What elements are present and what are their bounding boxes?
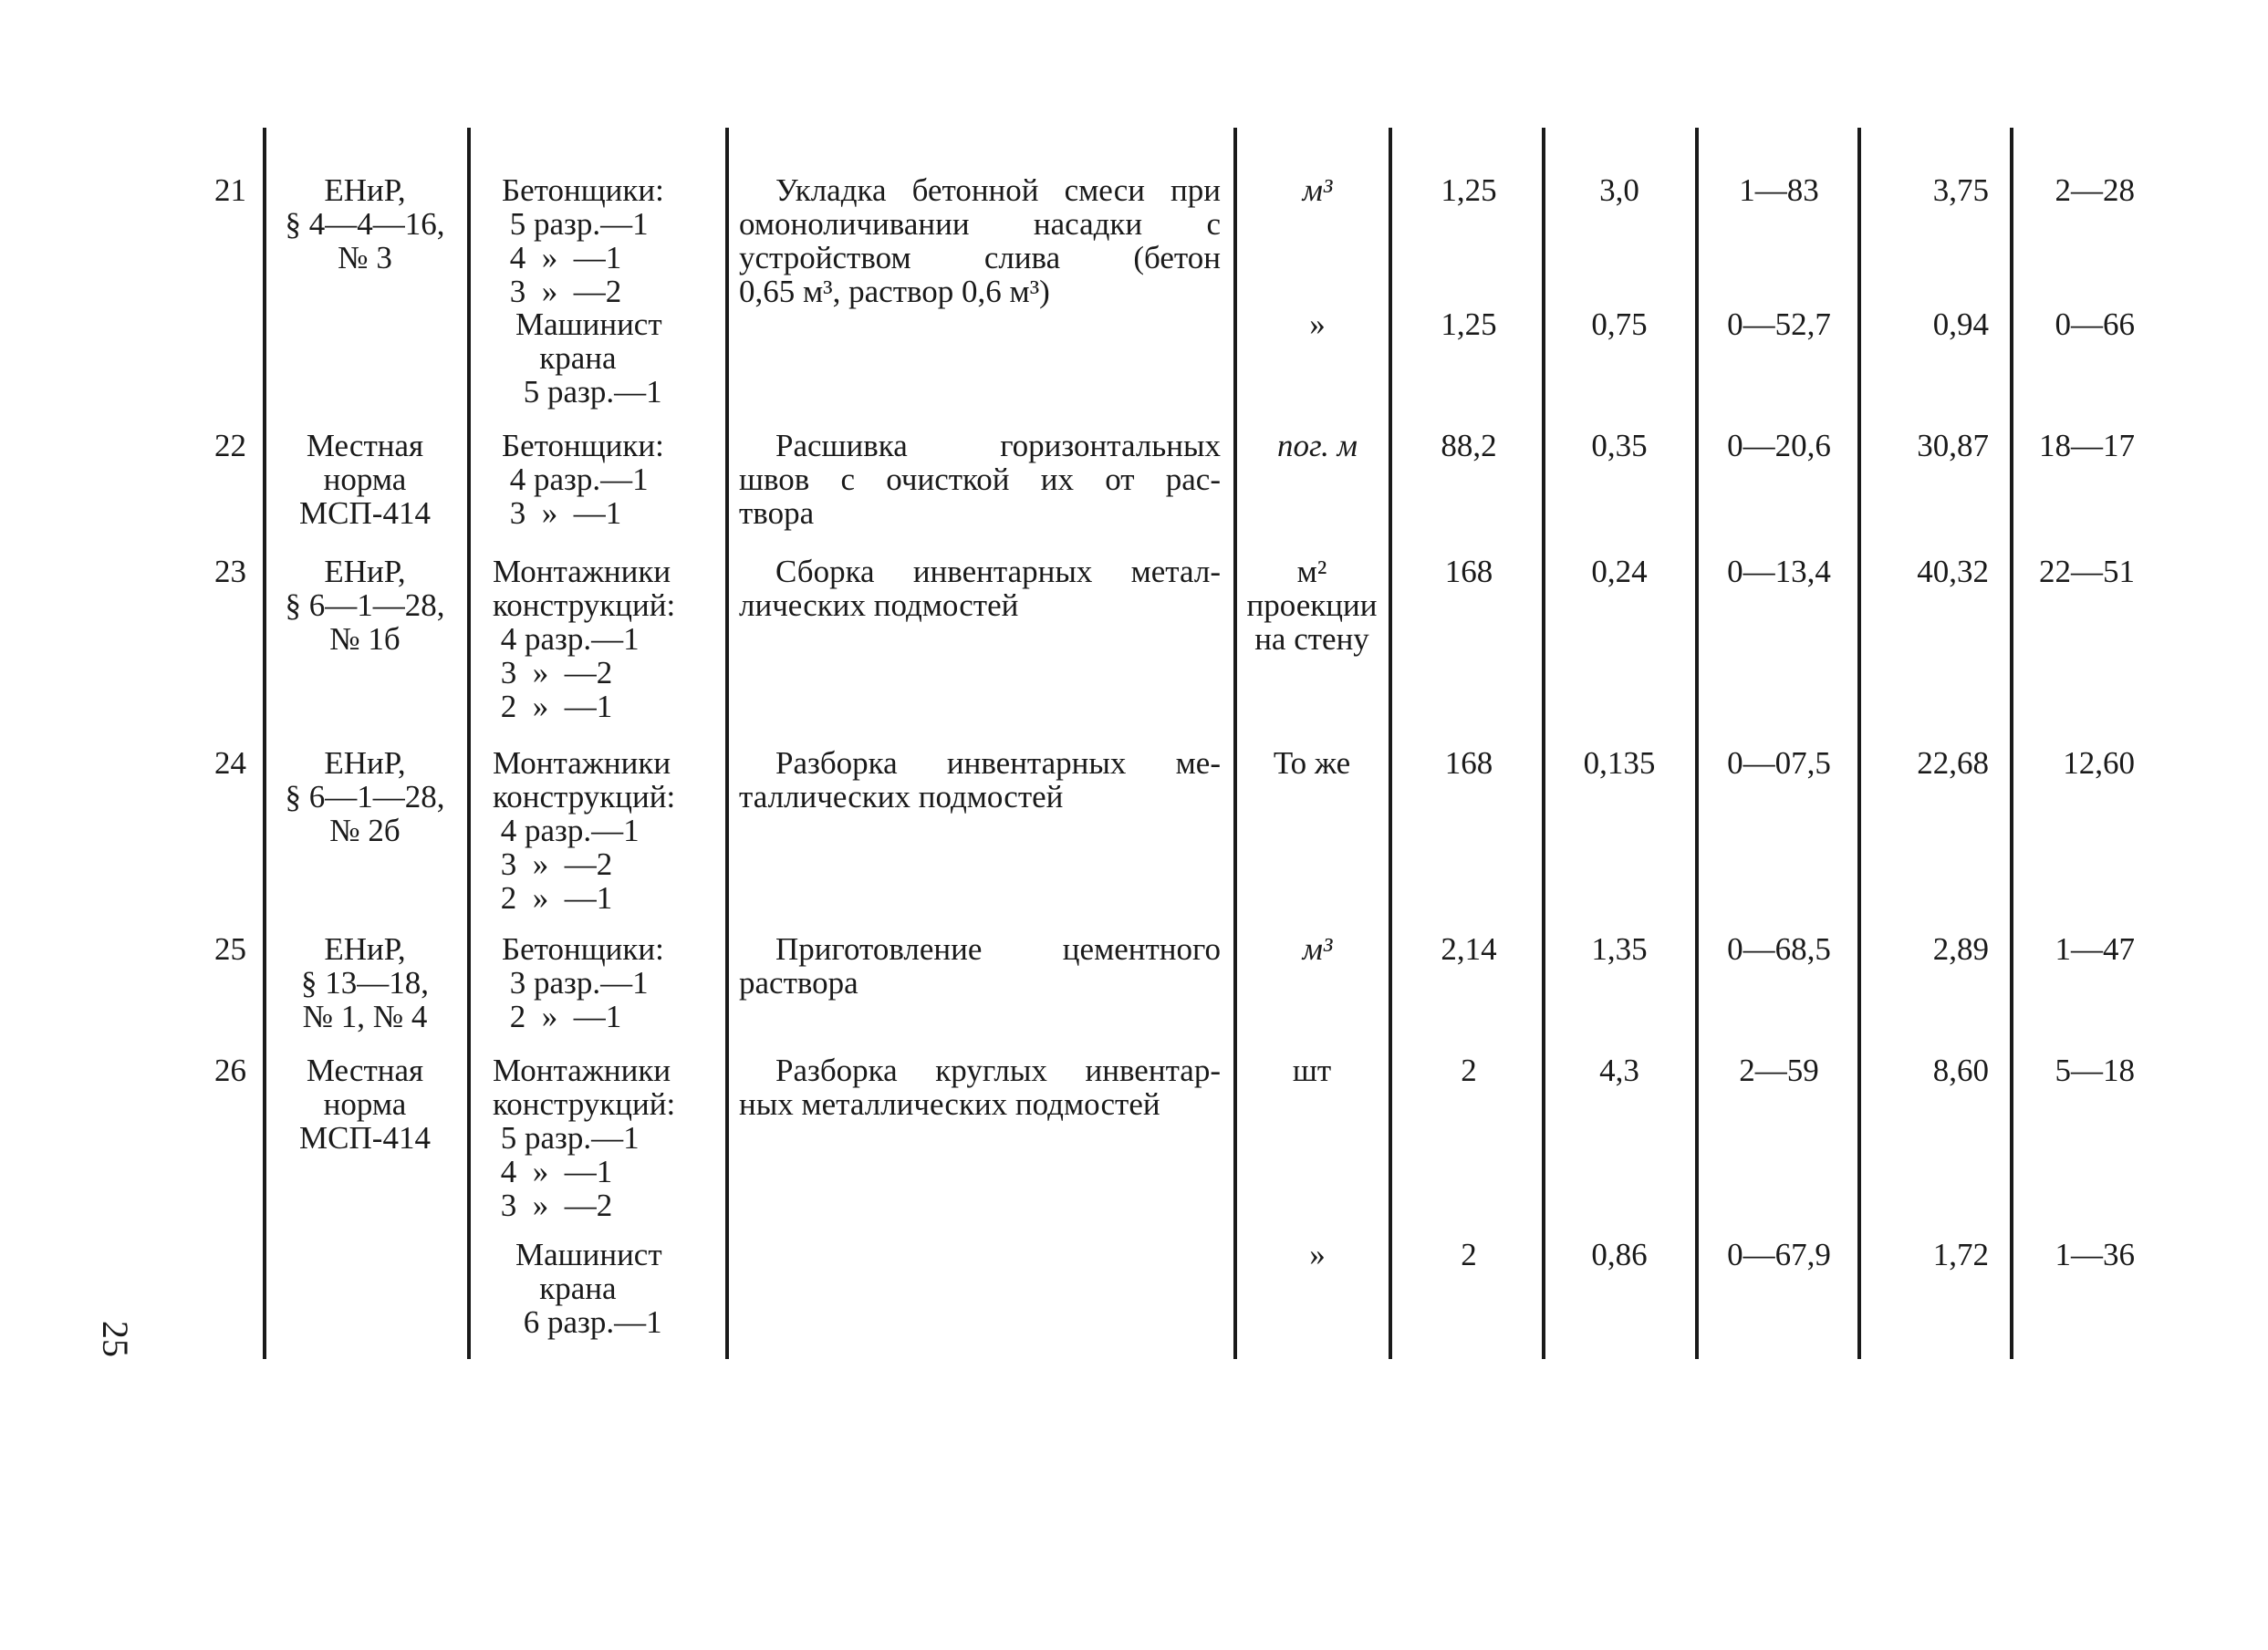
row-number: 26 [214,1053,246,1088]
time-norm: 4,3 [1599,1053,1639,1088]
description-line: 0,65 м³, раствор 0,6 м³) [739,274,1050,309]
wage-cost: 12,60 [2063,745,2135,781]
row-number: 22 [214,428,246,463]
work-description [739,1053,1221,1121]
unit-of-measure-secondary: » [1309,1237,1326,1272]
column-rule-4 [1233,128,1237,1359]
work-volume-secondary: 1,25 [1441,306,1497,342]
column-rule-2 [467,128,471,1359]
norm-reference: ЕНиР, § 13—18, № 1, № 4 [301,931,429,1034]
work-description [739,555,1221,622]
crew-composition: Монтажники конструкций: 4 разр.—1 3 » —2 2 » —1 [493,554,676,724]
rate: 2—59 [1739,1053,1819,1088]
norm-reference: Местная норма МСП-414 [299,1053,431,1156]
description-line: Укладка бетонной смеси при [775,172,1221,208]
time-norm: 0,24 [1591,554,1648,589]
labor-cost: 3,75 [1932,172,1989,208]
work-volume: 2,14 [1441,931,1497,967]
wage-cost: 1—47 [2055,931,2135,967]
row-number: 24 [214,745,246,781]
crew-composition: Бетонщики: 5 разр.—1 4 » —1 3 » —2 [502,172,664,309]
row-number: 25 [214,931,246,967]
rate: 0—13,4 [1727,554,1831,589]
time-norm-secondary: 0,86 [1591,1237,1648,1272]
description-line: Разборка инвентарных ме- [775,745,1221,781]
norm-reference: ЕНиР, § 6—1—28, № 2б [285,745,445,848]
crew-composition-secondary: Машинист крана 5 разр.—1 [515,306,662,410]
crew-composition: Бетонщики: 3 разр.—1 2 » —1 [502,931,664,1034]
work-volume: 2 [1461,1053,1477,1088]
unit-of-measure: м² проекции на стену [1246,554,1378,657]
description-line: лических подмостей [739,587,1019,623]
labor-cost: 22,68 [1917,745,1989,781]
time-norm-secondary: 0,75 [1591,306,1648,342]
rate: 0—20,6 [1727,428,1831,463]
wage-cost-secondary: 0—66 [2055,306,2135,342]
crew-composition: Монтажники конструкций: 4 разр.—1 3 » —2 2 » —1 [493,745,676,916]
norm-reference: ЕНиР, § 4—4—16, № 3 [285,172,445,275]
norm-reference: ЕНиР, § 6—1—28, № 1б [285,554,445,657]
work-description [739,746,1221,814]
rate: 0—07,5 [1727,745,1831,781]
column-rule-1 [263,128,266,1359]
description-line: таллических подмостей [739,779,1064,815]
row-number: 23 [214,554,246,589]
labor-cost: 30,87 [1917,428,1989,463]
description-line: Приготовление цементного [775,931,1221,967]
labor-cost: 40,32 [1917,554,1989,589]
rate-secondary: 0—52,7 [1727,306,1831,342]
column-rule-9 [2010,128,2013,1359]
column-rule-3 [725,128,729,1359]
work-volume-secondary: 2 [1461,1237,1477,1272]
page-number: 25 [95,1321,136,1357]
row-number: 21 [214,172,246,208]
description-line: швов с очисткой их от рас- [739,462,1221,497]
unit-of-measure: То же [1273,745,1351,781]
column-rule-8 [1857,128,1861,1359]
labor-cost: 8,60 [1932,1053,1989,1088]
crew-composition: Бетонщики: 4 разр.—1 3 » —1 [502,428,664,531]
norm-reference: Местная норма МСП-414 [299,428,431,531]
crew-composition-secondary: Машинист крана 6 разр.—1 [515,1237,662,1340]
description-line: раствора [739,965,858,1001]
description-line: ных металлических подмостей [739,1086,1160,1122]
description-line: Расшивка горизонтальных [775,428,1221,463]
wage-cost-secondary: 1—36 [2055,1237,2135,1272]
rate: 0—68,5 [1727,931,1831,967]
work-description [739,173,1221,308]
wage-cost: 18—17 [2039,428,2135,463]
labor-cost-secondary: 1,72 [1932,1237,1989,1272]
unit-of-measure: м³ [1302,172,1333,208]
column-rule-7 [1695,128,1699,1359]
description-line: устройством слива (бетон [739,240,1221,275]
labor-cost: 2,89 [1932,931,1989,967]
wage-cost: 2—28 [2055,172,2135,208]
time-norm: 0,135 [1583,745,1656,781]
column-rule-5 [1389,128,1392,1359]
work-volume: 1,25 [1441,172,1497,208]
description-line: Разборка круглых инвентар- [775,1053,1221,1088]
wage-cost: 22—51 [2039,554,2135,589]
column-rule-6 [1542,128,1545,1359]
description-line: Сборка инвентарных метал- [775,554,1221,589]
time-norm: 1,35 [1591,931,1648,967]
work-description [739,932,1221,1000]
work-volume: 88,2 [1441,428,1497,463]
labor-cost-secondary: 0,94 [1932,306,1989,342]
time-norm: 0,35 [1591,428,1648,463]
unit-of-measure-secondary: » [1309,306,1326,342]
crew-composition: Монтажники конструкций: 5 разр.—1 4 » —1 3 » —2 [493,1053,676,1223]
description-line: твора [739,495,815,531]
work-description [739,429,1221,530]
unit-of-measure: пог. м [1276,428,1358,463]
description-line: омоноличивании насадки с [739,206,1221,242]
wage-cost: 5—18 [2055,1053,2135,1088]
work-volume: 168 [1444,745,1493,781]
unit-of-measure: м³ [1302,931,1333,967]
rate-secondary: 0—67,9 [1727,1237,1831,1272]
rate: 1—83 [1739,172,1819,208]
time-norm: 3,0 [1599,172,1639,208]
unit-of-measure: шт [1292,1053,1332,1088]
work-volume: 168 [1444,554,1493,589]
